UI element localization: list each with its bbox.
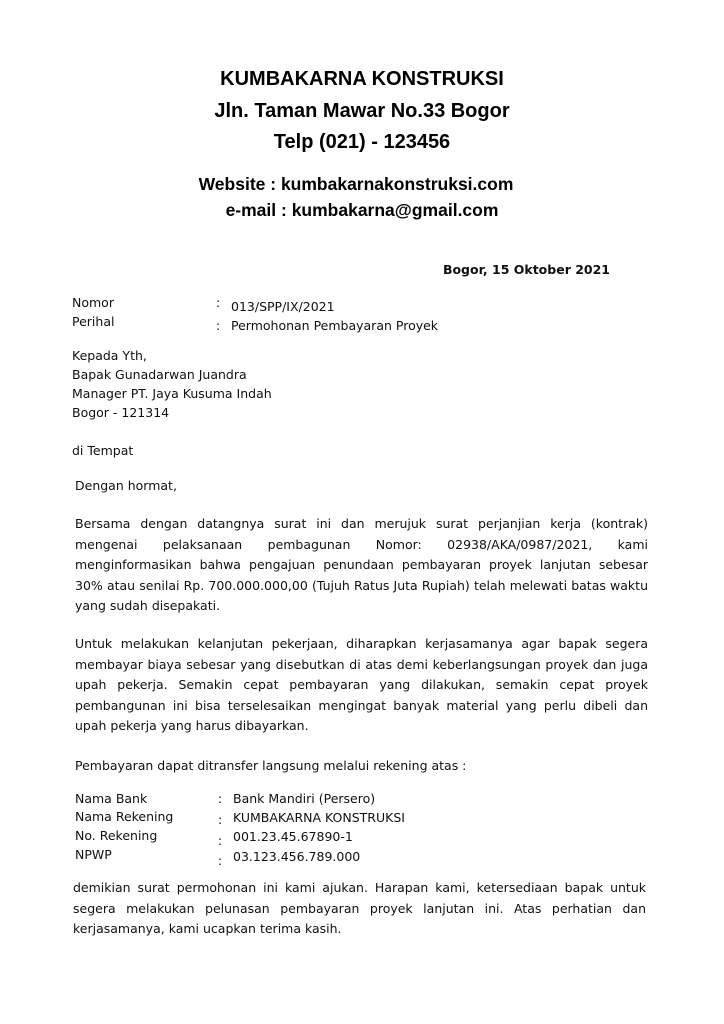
company-email: e-mail : kumbakarna@gmail.com — [225, 200, 499, 220]
transfer-intro: Pembayaran dapat ditransfer langsung melalui rekening atas : — [75, 758, 467, 773]
nomor-colon: : — [216, 295, 221, 310]
letter-date: Bogor, 15 Oktober 2021 — [442, 262, 610, 277]
recipient-place: di Tempat — [72, 443, 134, 458]
nomor-value: 013/SPP/IX/2021 — [231, 299, 335, 314]
npwp-value: 03.123.456.789.000 — [233, 849, 361, 864]
perihal-value: Permohonan Pembayaran Proyek — [231, 318, 439, 333]
paragraph-2: Untuk melakukan kelanjutan pekerjaan, diharapkan kerjasamanya agar bapak segera membayar biaya sebesar yang disebutkan di atas demi keberlangsungan proyek dan juga upah pekerja. Semakin cepat pembayaran yang dilakukan, semakin cepat proyek pembangunan ini bisa terselesaikan mengingat banyak material yang perlu dibeli dan upah pekerja yang harus dibayarkan. — [75, 636, 648, 733]
company-address: Jln. Taman Mawar No.33 Bogor — [214, 100, 510, 122]
closing-paragraph: demikian surat permohonan ini kami ajukan. Harapan kami, ketersediaan bapak untuk segera melakukan pelunasan pembayaran proyek lanjutan ini. Atas perhatian dan kerjasamanya, kami ucapkan terima kasih. — [73, 880, 646, 936]
perihal-colon: : — [216, 318, 221, 333]
nomor-label: Nomor — [72, 295, 114, 310]
bank-name-value: Bank Mandiri (Persero) — [233, 791, 376, 806]
recipient-name: Bapak Gunadarwan Juandra — [72, 367, 247, 382]
paragraph-1: Bersama dengan datangnya surat ini dan merujuk surat perjanjian kerja (kontrak) mengenai pelaksanaan pembagunan Nomor: 02938/AKA/0987/2021, kami menginformasikan bahwa pengajuan penundaan pembayaran proyek lanjutan sebesar 30% atau senilai Rp. 700.000.000,00 (Tujuh Ratus Juta Rupiah) telah melewati batas waktu yang sudah disepakati. — [75, 516, 648, 613]
company-website: Website : kumbakarnakonstruksi.com — [198, 174, 514, 194]
account-number-label: No. Rekening — [75, 828, 158, 843]
account-number-value: 001.23.45.67890-1 — [233, 829, 353, 844]
recipient-city: Bogor - 121314 — [72, 405, 170, 420]
account-name-colon: : — [218, 812, 223, 827]
account-name-label: Nama Rekening — [75, 809, 174, 824]
bank-name-label: Nama Bank — [75, 791, 148, 806]
company-phone: Telp (021) - 123456 — [273, 131, 451, 153]
perihal-label: Perihal — [72, 314, 115, 329]
npwp-label: NPWP — [75, 847, 112, 862]
npwp-colon: : — [218, 853, 223, 868]
salutation: Dengan hormat, — [75, 478, 177, 493]
company-name: KUMBAKARNA KONSTRUKSI — [220, 68, 504, 90]
recipient-greeting: Kepada Yth, — [72, 348, 147, 363]
account-name-value: KUMBAKARNA KONSTRUKSI — [233, 810, 405, 825]
account-number-colon: : — [218, 833, 223, 848]
recipient-position: Manager PT. Jaya Kusuma Indah — [72, 386, 272, 401]
bank-name-colon: : — [218, 791, 223, 806]
